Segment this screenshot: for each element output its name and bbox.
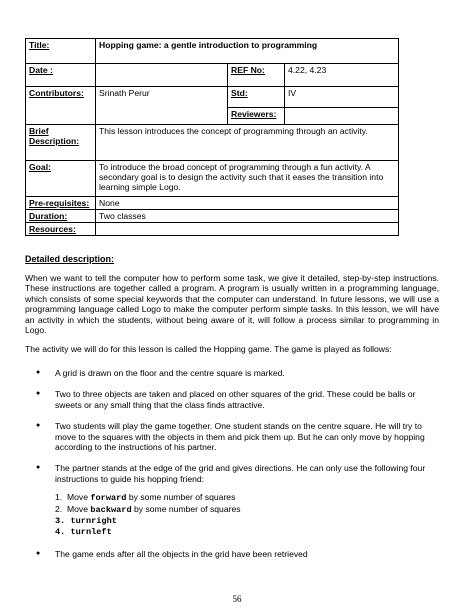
duration-value: Two classes bbox=[96, 210, 399, 223]
duration-label: Duration: bbox=[26, 210, 96, 223]
bullet-icon: ● bbox=[36, 422, 41, 430]
contributors-label: Contributors: bbox=[26, 87, 96, 125]
list-item: ● The partner stands at the edge of the grid and gives directions. He can only use the following four instructions to guide his hopping friend: 1. Move forward by some number of squares 2. Move backward by some number of squares 3. turnright 4. turnleft bbox=[25, 463, 439, 537]
resources-label: Resources: bbox=[26, 223, 96, 236]
game-rules-list bbox=[25, 368, 439, 559]
contributors-value: Srinath Perur bbox=[96, 87, 228, 125]
reviewers-label: Reviewers: bbox=[228, 108, 285, 125]
std-label: Std: bbox=[228, 87, 285, 108]
date-value bbox=[96, 64, 228, 87]
bullet-icon: ● bbox=[36, 549, 41, 557]
intro-paragraph: When we want to tell the computer how to perform some task, we give it detailed, step-by-step instructions. These instructions are together called a program. A program is usually written in a programming language, which consists of some special keywords that the computer can understand. In future lessons, we will use a programming language called Logo to make the computer perform simple tasks. In this lesson, we will have an activity in which the students, without being aware of it, will follow a process similar to programming in Logo. bbox=[25, 273, 439, 336]
instruction-list bbox=[55, 492, 439, 538]
ref-label: REF No: bbox=[228, 64, 285, 87]
instruction-turnright: 3. turnright bbox=[55, 516, 117, 527]
instruction-turnleft: 4. turnleft bbox=[55, 527, 112, 538]
resources-value bbox=[96, 223, 399, 236]
std-value: IV bbox=[285, 87, 399, 108]
goal-value: To introduce the broad concept of programming through a fun activity. A secondary goal is to design the activity such that it eases the transition into learning simple Logo. bbox=[96, 161, 399, 197]
bullet-icon: ● bbox=[36, 369, 41, 376]
prerequisites-value: None bbox=[96, 197, 399, 210]
date-label: Date : bbox=[26, 64, 96, 87]
prerequisites-label: Pre-requisites: bbox=[26, 197, 96, 210]
title-label: Title: bbox=[26, 39, 96, 64]
bullet-icon: ● bbox=[36, 390, 41, 398]
list-item: ● Two to three objects are taken and placed on other squares of the grid. These could be balls or sweets or any small thing that the class finds attractive. bbox=[36, 389, 416, 410]
brief-description-value: This lesson introduces the concept of programming through an activity. bbox=[96, 125, 399, 161]
instruction-forward: 1. Move forward by some number of squares bbox=[55, 492, 236, 504]
list-item: ● Two students will play the game together. One student stands on the centre square. He will try to move to the squares with the objects in them and pick them up. But he can only move by hopping according to the instructions of his partner. bbox=[36, 421, 425, 453]
page-number: 56 bbox=[232, 594, 242, 604]
list-item: ● A grid is drawn on the floor and the centre square is marked. bbox=[36, 368, 285, 378]
section-heading: Detailed description: bbox=[25, 254, 115, 264]
reviewers-value bbox=[285, 108, 399, 125]
bullet-icon: ● bbox=[36, 464, 41, 472]
ref-value: 4.22, 4.23 bbox=[285, 64, 399, 87]
list-item: ● The game ends after all the objects in the grid have been retrieved bbox=[36, 548, 308, 559]
brief-description-label: Brief Description: bbox=[26, 125, 96, 161]
activity-paragraph: The activity we will do for this lesson is called the Hopping game. The game is played as follows: bbox=[25, 344, 392, 354]
title-value: Hopping game: a gentle introduction to programming bbox=[96, 39, 399, 64]
goal-label: Goal: bbox=[26, 161, 96, 197]
lesson-metadata-table bbox=[25, 38, 399, 236]
instruction-backward: 2. Move backward by some number of squares bbox=[55, 503, 241, 515]
